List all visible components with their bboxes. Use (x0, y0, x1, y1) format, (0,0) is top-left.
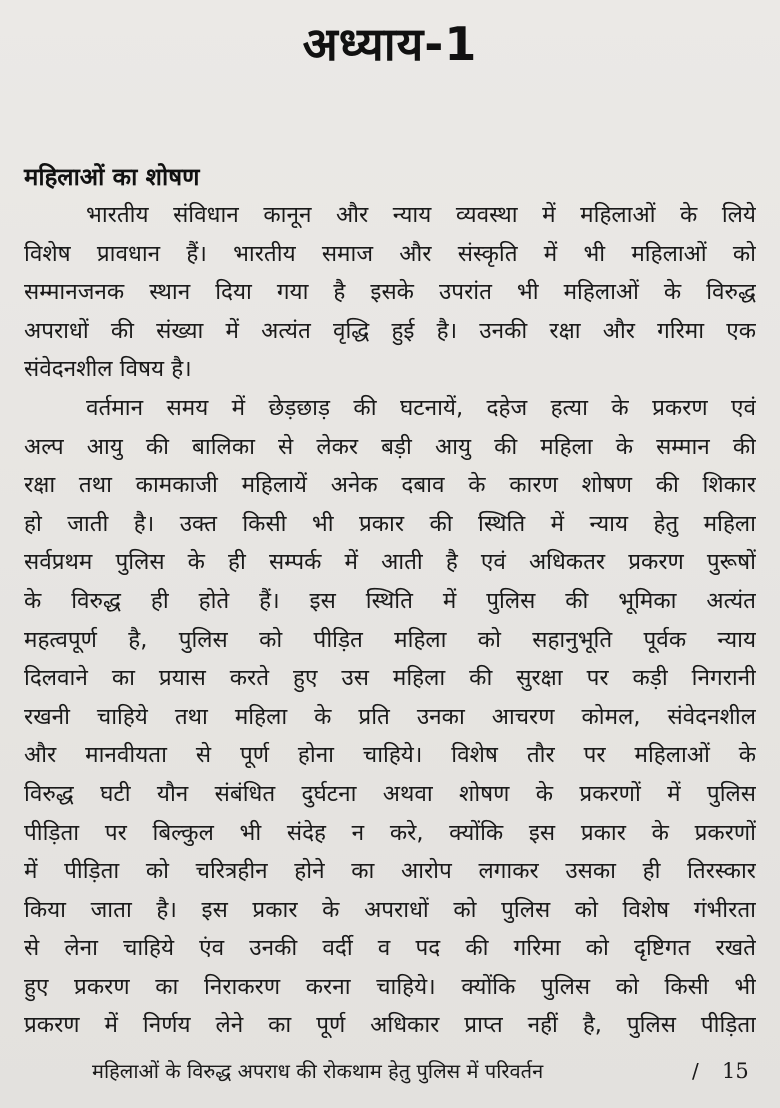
page-number: 15 (722, 1059, 749, 1083)
text-line: अपराधों की संख्या में अत्यंत वृद्धि हुई है। उनकी रक्षा और गरिमा एक (24, 317, 756, 344)
text-line: रक्षा तथा कामकाजी महिलायें अनेक दबाव के कारण शोषण की शिकार (24, 472, 756, 499)
text-line: महत्वपूर्ण है, पुलिस को पीड़ित महिला को सहानुभूति पूर्वक न्याय (24, 626, 756, 653)
text-line: पीड़िता पर बिल्कुल भी संदेह न करे, क्योंकि इस प्रकार के प्रकरणों (24, 819, 756, 846)
text-line: हो जाती है। उक्त किसी भी प्रकार की स्थिति में न्याय हेतु महिला (24, 510, 756, 537)
text-line: से लेना चाहिये एंव उनकी वर्दी व पद की गरिमा को दृष्टिगत रखते (24, 935, 756, 962)
text-line: विरुद्ध घटी यौन संबंधित दुर्घटना अथवा शोषण के प्रकरणों में पुलिस (24, 780, 756, 807)
body-text (24, 196, 756, 1045)
text-line: के विरुद्ध ही होते हैं। इस स्थिति में पुलिस की भूमिका अत्यंत (24, 587, 756, 614)
text-line: विशेष प्रावधान हैं। भारतीय समाज और संस्कृति में भी महिलाओं को (24, 240, 756, 267)
page-footer (0, 1056, 780, 1086)
text-line: और मानवीयता से पूर्ण होना चाहिये। विशेष तौर पर महिलाओं के (24, 742, 756, 769)
text-line: वर्तमान समय में छेड़छाड़ की घटनायें, दहेज हत्या के प्रकरण एवं (86, 394, 756, 421)
text-line: भारतीय संविधान कानून और न्याय व्यवस्था में महिलाओं के लिये (86, 202, 756, 228)
text-line: सर्वप्रथम पुलिस के ही सम्पर्क में आती है एवं अधिकतर प्रकरण पुरूषों (24, 549, 756, 576)
text-line: अल्प आयु की बालिका से लेकर बड़ी आयु की महिला के सम्मान की (24, 433, 756, 460)
text-line: सम्मानजनक स्थान दिया गया है इसके उपरांत भी महिलाओं के विरुद्ध (24, 279, 756, 306)
section-heading: महिलाओं का शोषण (24, 163, 200, 191)
text-line: प्रकरण में निर्णय लेने का पूर्ण अधिकार प्राप्त नहीं है, पुलिस पीड़िता (24, 1012, 756, 1039)
text-line: हुए प्रकरण का निराकरण करना चाहिये। क्योंकि पुलिस को किसी भी (24, 973, 756, 1000)
text-line: में पीड़िता को चरित्रहीन होने का आरोप लगाकर उसका ही तिरस्कार (24, 858, 756, 885)
text-line: किया जाता है। इस प्रकार के अपराधों को पुलिस को विशेष गंभीरता (24, 896, 756, 923)
chapter-title: अध्याय-1 (302, 17, 478, 71)
text-line: रखनी चाहिये तथा महिला के प्रति उनका आचरण कोमल, संवेदनशील (24, 703, 756, 730)
text-line: संवेदनशील विषय है। (24, 356, 192, 383)
footer-separator: / (692, 1059, 699, 1083)
text-line: दिलवाने का प्रयास करते हुए उस महिला की सुरक्षा पर कड़ी निगरानी (24, 665, 756, 692)
running-footer-title: महिलाओं के विरुद्ध अपराध की रोकथाम हेतु पुलिस में परिवर्तन (92, 1059, 544, 1083)
